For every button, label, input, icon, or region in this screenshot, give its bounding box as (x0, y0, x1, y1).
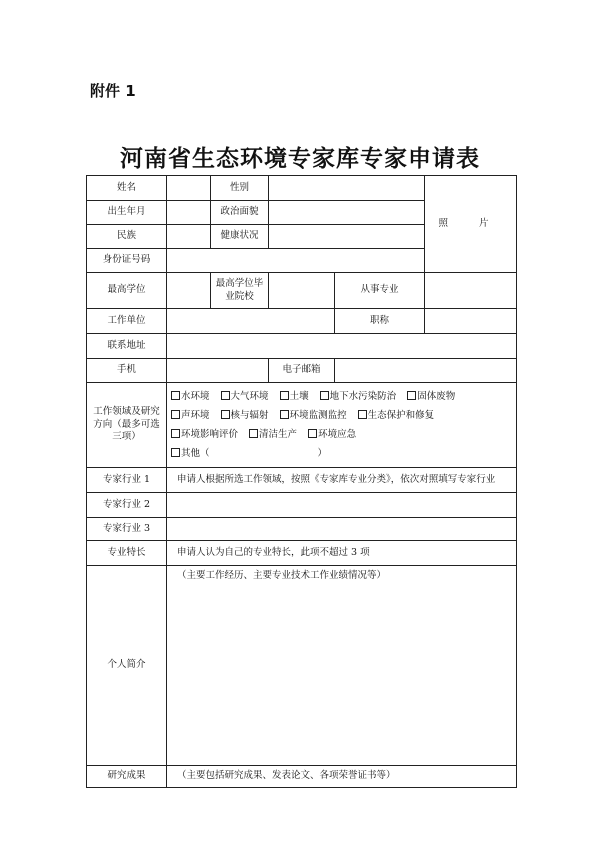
industry1-label: 专家行业 1 (87, 468, 167, 493)
birth-label: 出生年月 (87, 201, 167, 225)
politics-field[interactable] (269, 201, 425, 225)
field-option[interactable] (221, 391, 269, 402)
checkbox-icon[interactable] (280, 410, 289, 419)
field-option[interactable] (171, 429, 238, 440)
other-close-paren: ） (317, 448, 328, 459)
workplace-label: 工作单位 (87, 309, 167, 334)
workplace-field[interactable] (167, 309, 335, 334)
field-option[interactable] (171, 391, 210, 402)
field-option[interactable] (407, 391, 455, 402)
major-label: 从事专业 (335, 273, 425, 309)
achievements-field[interactable]: （主要包括研究成果、发表论文、各项荣誉证书等） (167, 766, 517, 788)
school-label: 最高学位毕业院校 (211, 273, 269, 309)
industry2-field[interactable] (167, 493, 517, 518)
email-label: 电子邮箱 (269, 359, 335, 383)
field-option[interactable] (308, 429, 356, 440)
field-option[interactable] (171, 410, 210, 421)
gender-field[interactable] (269, 176, 425, 201)
email-field[interactable] (335, 359, 517, 383)
field-option[interactable] (280, 410, 347, 421)
profile-label: 个人简介 (87, 566, 167, 766)
field-option-label: 固体废物 (417, 391, 456, 402)
field-option-label: 环境应急 (318, 429, 357, 440)
checkbox-icon[interactable] (221, 410, 230, 419)
field-option-label: 地下水污染防治 (329, 391, 397, 402)
field-option-label: 大气环境 (230, 391, 269, 402)
field-options (167, 383, 517, 468)
checkbox-icon[interactable] (221, 391, 230, 400)
checkbox-icon[interactable] (358, 410, 367, 419)
school-field[interactable] (269, 273, 335, 309)
field-option[interactable] (280, 391, 309, 402)
field-option-label: 其他（ (181, 448, 210, 459)
profile-field[interactable]: （主要工作经历、主要专业技术工作业绩情况等） (167, 566, 517, 766)
field-option-label: 土壤 (289, 391, 309, 402)
photo-box[interactable]: 照 片 (425, 176, 517, 273)
degree-label: 最高学位 (87, 273, 167, 309)
field-option-label: 清洁生产 (259, 429, 298, 440)
job-title-label: 职称 (335, 309, 425, 334)
health-field[interactable] (269, 225, 425, 249)
id-number-label: 身份证号码 (87, 249, 167, 273)
checkbox-icon[interactable] (171, 410, 180, 419)
achievements-label: 研究成果 (87, 766, 167, 788)
gender-label: 性别 (211, 176, 269, 201)
health-label: 健康状况 (211, 225, 269, 249)
specialty-field[interactable]: 申请人认为自己的专业特长，此项不超过 3 项 (167, 541, 517, 566)
field-option-other[interactable] (171, 448, 327, 459)
field-option[interactable] (249, 429, 297, 440)
checkbox-icon[interactable] (308, 429, 317, 438)
checkbox-icon[interactable] (320, 391, 329, 400)
field-option-label: 声环境 (181, 410, 210, 421)
address-label: 联系地址 (87, 334, 167, 359)
specialty-label: 专业特长 (87, 541, 167, 566)
industry3-label: 专家行业 3 (87, 518, 167, 541)
id-number-field[interactable] (167, 249, 425, 273)
checkbox-icon[interactable] (171, 391, 180, 400)
degree-field[interactable] (167, 273, 211, 309)
attachment-label: 附件 1 (90, 82, 136, 100)
checkbox-icon[interactable] (249, 429, 258, 438)
field-option-label: 水环境 (181, 391, 210, 402)
checkbox-icon[interactable] (171, 448, 180, 457)
form-title: 河南省生态环境专家库专家申请表 (120, 145, 480, 172)
ethnicity-label: 民族 (87, 225, 167, 249)
field-option-label: 环境监测监控 (289, 410, 347, 421)
field-option[interactable] (358, 410, 435, 421)
field-option[interactable] (320, 391, 397, 402)
field-option-label: 环境影响评价 (181, 429, 239, 440)
fields-label: 工作领域及研究方向（最多可选三项） (87, 383, 167, 468)
field-option-label: 生态保护和修复 (367, 410, 435, 421)
checkbox-icon[interactable] (407, 391, 416, 400)
phone-label: 手机 (87, 359, 167, 383)
ethnicity-field[interactable] (167, 225, 211, 249)
major-field[interactable] (425, 273, 517, 309)
name-label: 姓名 (87, 176, 167, 201)
application-form-table (86, 175, 517, 788)
field-option[interactable] (221, 410, 269, 421)
industry1-field[interactable]: 申请人根据所选工作领域，按照《专家库专业分类》，依次对照填写专家行业 (167, 468, 517, 493)
address-field[interactable] (167, 334, 517, 359)
checkbox-icon[interactable] (280, 391, 289, 400)
name-field[interactable] (167, 176, 211, 201)
industry3-field[interactable] (167, 518, 517, 541)
politics-label: 政治面貌 (211, 201, 269, 225)
phone-field[interactable] (167, 359, 269, 383)
checkbox-icon[interactable] (171, 429, 180, 438)
birth-field[interactable] (167, 201, 211, 225)
field-option-label: 核与辐射 (230, 410, 269, 421)
industry2-label: 专家行业 2 (87, 493, 167, 518)
job-title-field[interactable] (425, 309, 517, 334)
